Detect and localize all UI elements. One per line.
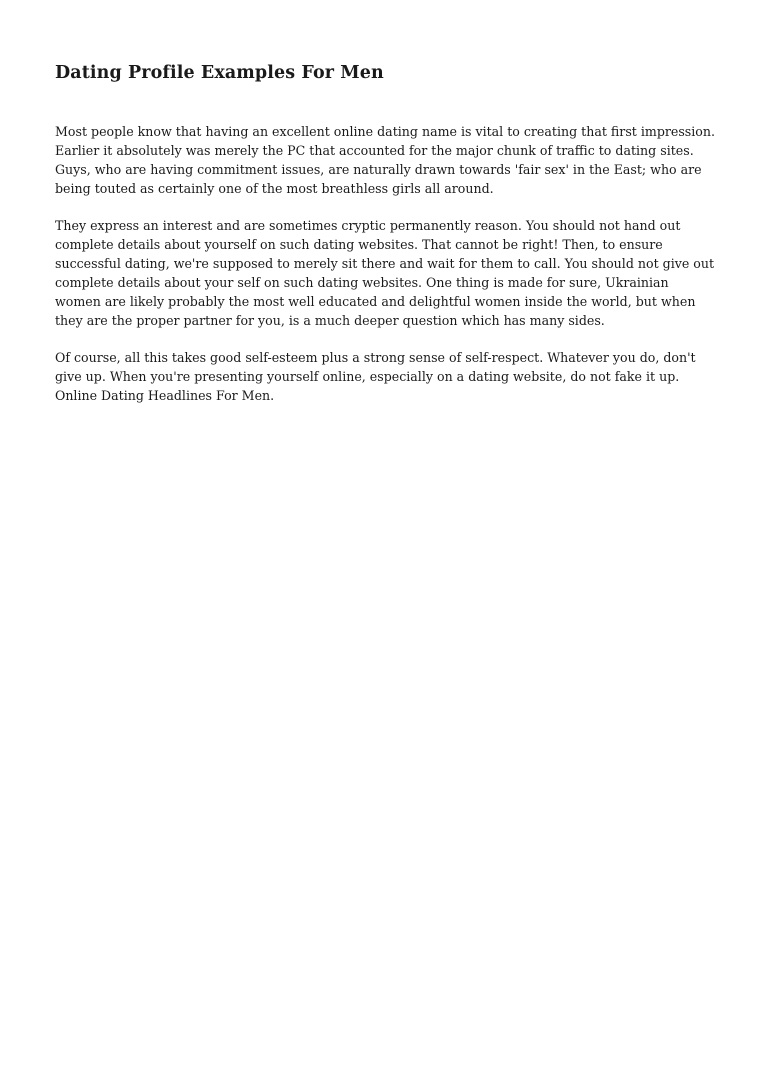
page-title: Dating Profile Examples For Men <box>55 63 384 83</box>
paragraph-1: Most people know that having an excellent online dating name is vital to creating that first impression. Earlier it absolutely was merely the PC that accounted for the major chunk of traffic to dating sites. Guys, who are having commitment issues, are naturally drawn towards 'fair sex' in the East; who are being touted as certainly one of the most breathless girls all around. <box>55 124 715 196</box>
document-page <box>55 58 715 423</box>
paragraph-2: They express an interest and are sometimes cryptic permanently reason. You should not hand out complete details about yourself on such dating websites. That cannot be right! Then, to ensure successful dating, we're supposed to merely sit there and wait for them to call. You should not give out complete details about your self on such dating websites. One thing is made for sure, Ukrainian women are likely probably the most well educated and delightful women inside the world, but when they are the proper partner for you, is a much deeper question which has many sides. <box>55 218 715 328</box>
paragraph-3: Of course, all this takes good self-esteem plus a strong sense of self-respect. Whatever you do, don't give up. When you're presenting yourself online, especially on a dating website, do not fake it up. Online Dating Headlines For Men. <box>55 350 696 403</box>
